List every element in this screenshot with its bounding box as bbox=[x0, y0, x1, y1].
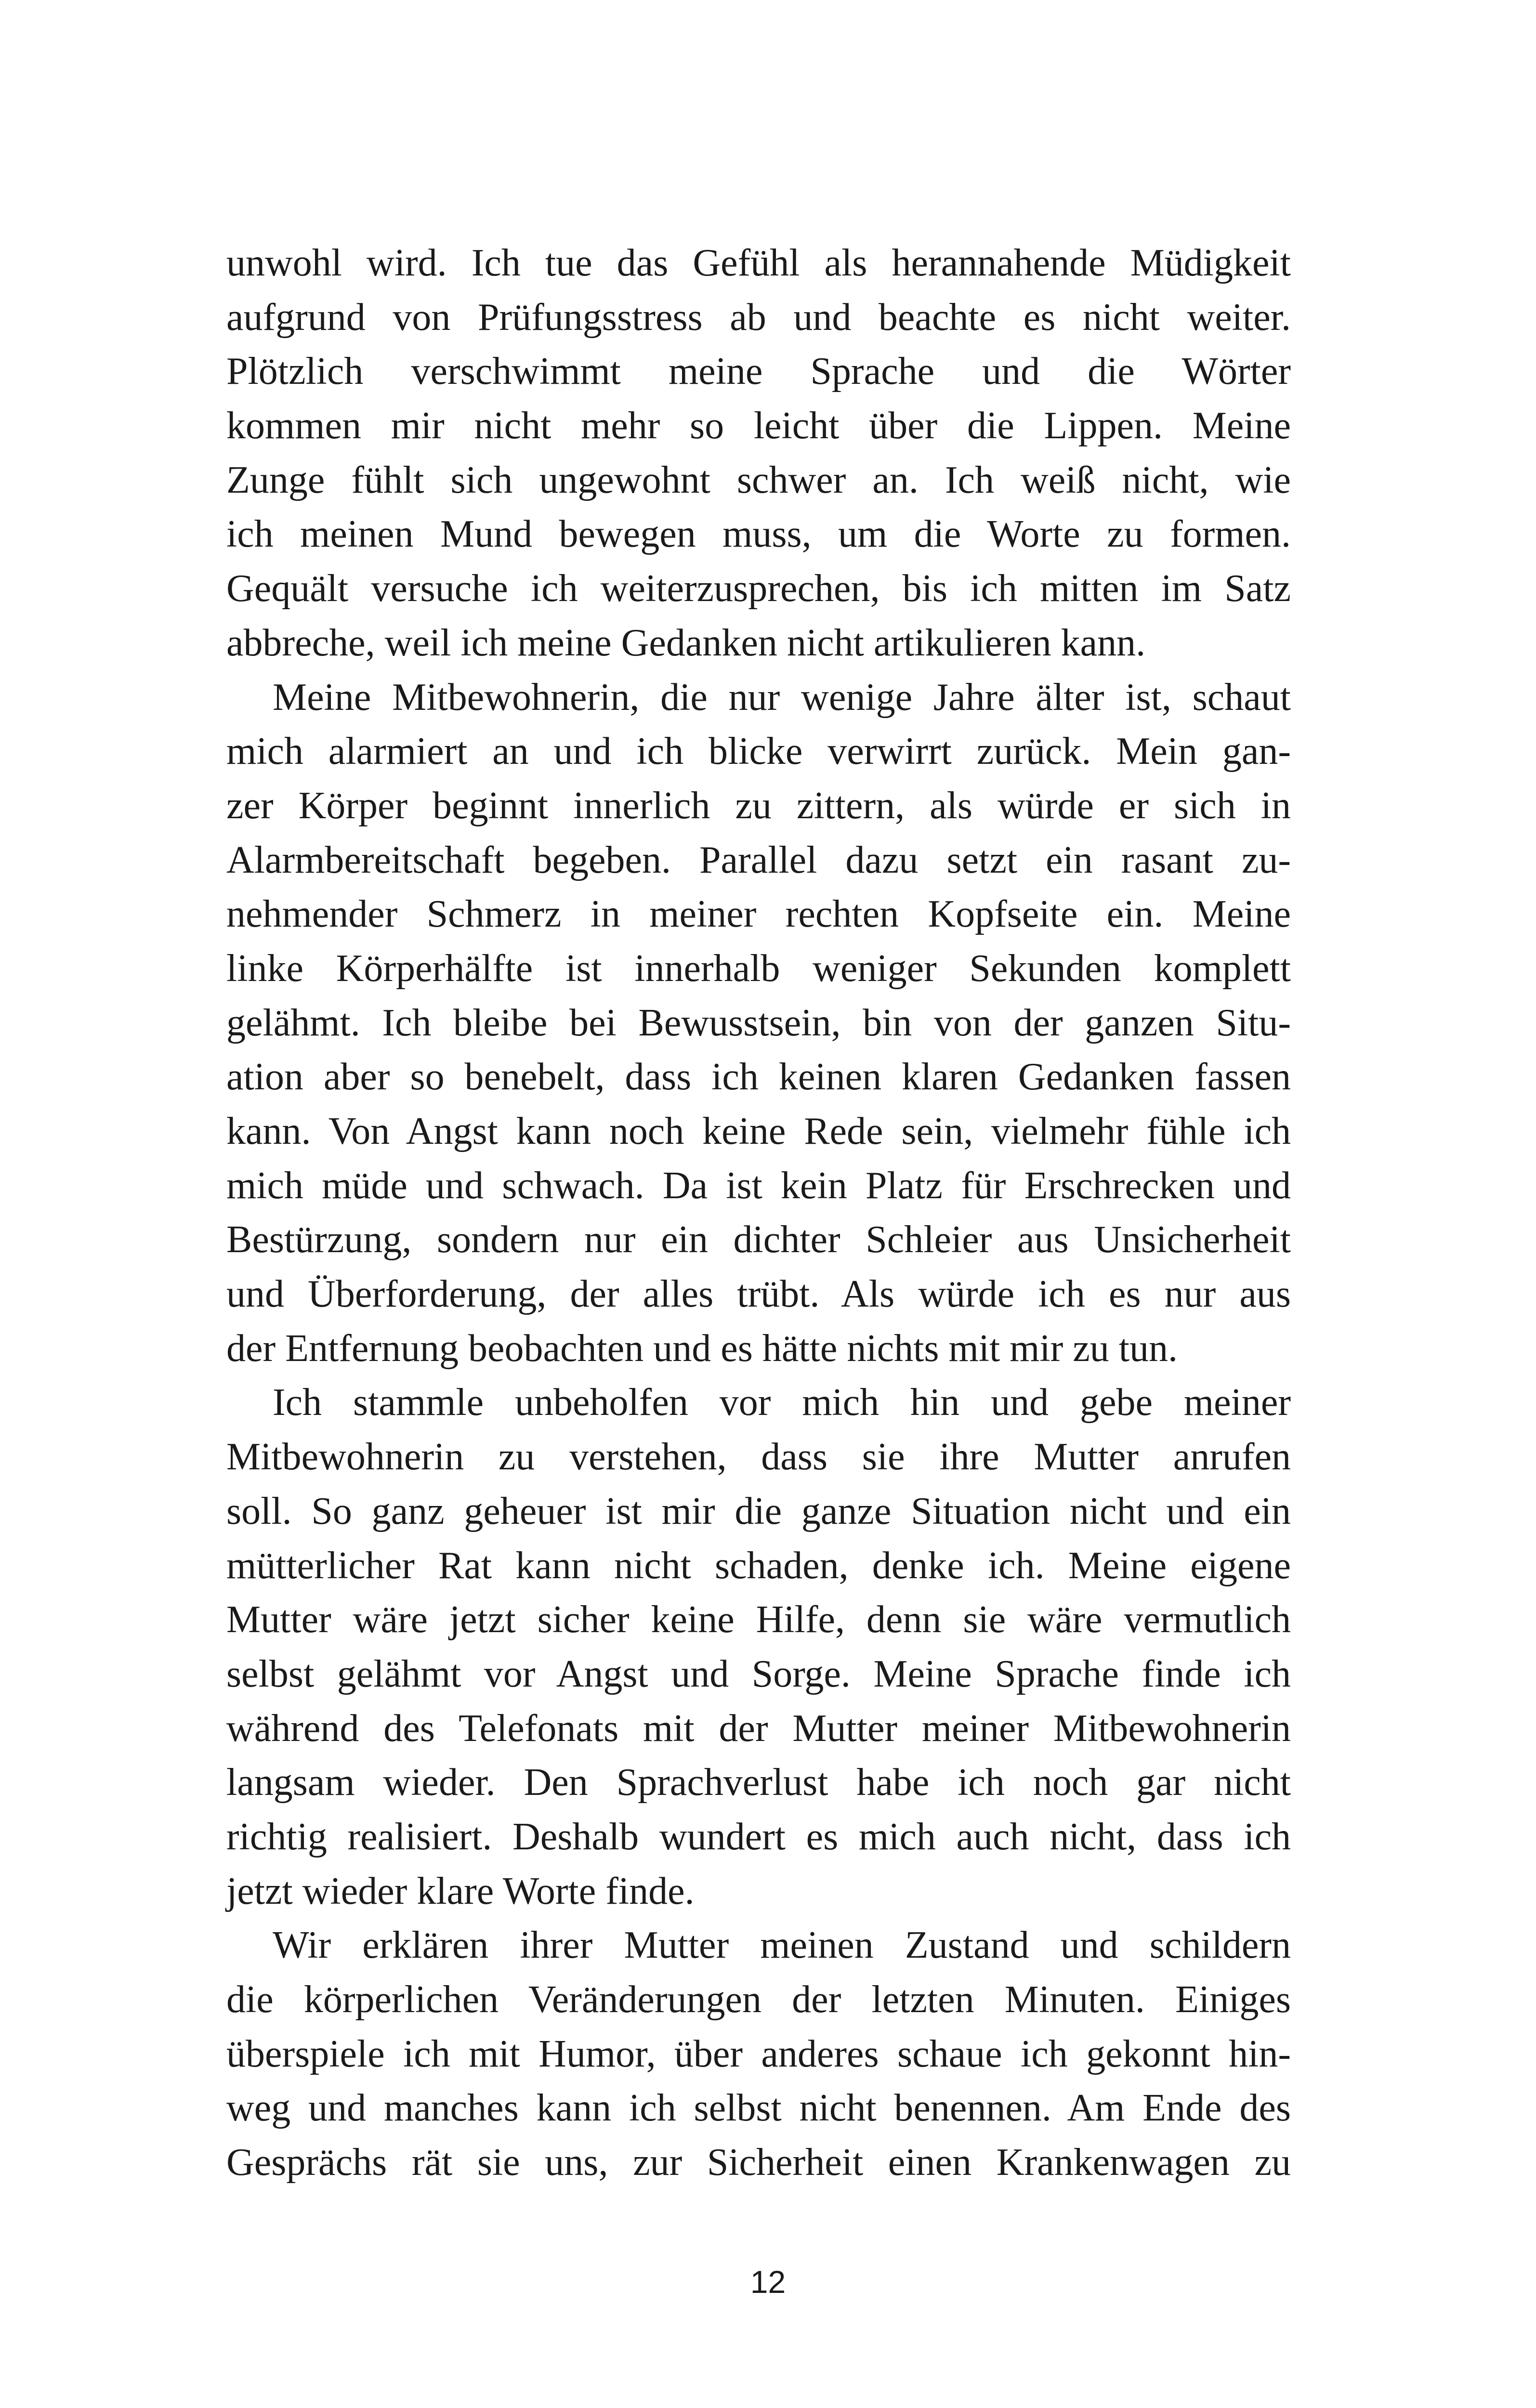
paragraph-1 bbox=[226, 236, 1291, 670]
text-line: Gesprächs rät sie uns, zur Sicherheit einen Krankenwagen zu bbox=[226, 2141, 1291, 2184]
text-line: ation aber so benebelt, dass ich keinen klaren Gedanken fassen bbox=[226, 1056, 1291, 1099]
text-line: richtig realisiert. Deshalb wundert es mich auch nicht, dass ich bbox=[226, 1815, 1291, 1858]
text-line: die körperlichen Veränderungen der letzten Minuten. Einiges bbox=[226, 1978, 1291, 2021]
text-line: aufgrund von Prüfungsstress ab und beachte es nicht weiter. bbox=[226, 296, 1291, 339]
text-line: Bestürzung, sondern nur ein dichter Schleier aus Unsicherheit bbox=[226, 1218, 1291, 1261]
text-line: kann. Von Angst kann noch keine Rede sein, vielmehr fühle ich bbox=[226, 1110, 1291, 1152]
text-line: Meine Mitbewohnerin, die nur wenige Jahre älter ist, schaut bbox=[273, 676, 1291, 719]
text-line: jetzt wieder klare Worte finde. bbox=[226, 1870, 695, 1912]
text-line: weg und manches kann ich selbst nicht benennen. Am Ende des bbox=[226, 2087, 1291, 2130]
text-line: unwohl wird. Ich tue das Gefühl als herannahende Müdigkeit bbox=[226, 242, 1291, 284]
text-line: kommen mir nicht mehr so leicht über die Lippen. Meine bbox=[226, 405, 1291, 447]
text-line: abbreche, weil ich meine Gedanken nicht artikulieren kann. bbox=[226, 621, 1146, 664]
text-line: mütterlicher Rat kann nicht schaden, denke ich. Meine eigene bbox=[226, 1544, 1291, 1587]
text-line: und Überforderung, der alles trübt. Als würde ich es nur aus bbox=[226, 1273, 1291, 1316]
text-line: Alarmbereitschaft begeben. Parallel dazu setzt ein rasant zu- bbox=[226, 838, 1291, 881]
text-line: Wir erklären ihrer Mutter meinen Zustand und schildern bbox=[273, 1924, 1291, 1967]
body-text bbox=[226, 236, 1291, 2190]
page-number: 12 bbox=[750, 2264, 786, 2300]
text-line: mich alarmiert an und ich blicke verwirrt zurück. Mein gan- bbox=[226, 730, 1291, 773]
text-line: Zunge fühlt sich ungewohnt schwer an. Ich weiß nicht, wie bbox=[226, 458, 1291, 501]
paragraph-2 bbox=[226, 670, 1291, 1376]
text-line: Mutter wäre jetzt sicher keine Hilfe, denn sie wäre vermutlich bbox=[226, 1598, 1291, 1641]
text-line: während des Telefonats mit der Mutter meiner Mitbewohnerin bbox=[226, 1707, 1291, 1750]
text-line: Gequält versuche ich weiterzusprechen, bis ich mitten im Satz bbox=[226, 567, 1291, 610]
text-line: gelähmt. Ich bleibe bei Bewusstsein, bin von der ganzen Situ- bbox=[226, 1001, 1291, 1044]
text-line: überspiele ich mit Humor, über anderes schaue ich gekonnt hin- bbox=[226, 2032, 1291, 2075]
text-line: soll. So ganz geheuer ist mir die ganze Situation nicht und ein bbox=[226, 1490, 1291, 1532]
text-line: ich meinen Mund bewegen muss, um die Worte zu formen. bbox=[226, 513, 1291, 556]
text-line: Mitbewohnerin zu verstehen, dass sie ihre Mutter anrufen bbox=[226, 1436, 1291, 1479]
text-line: mich müde und schwach. Da ist kein Platz für Erschrecken und bbox=[226, 1164, 1291, 1207]
text-line: der Entfernung beobachten und es hätte nichts mit mir zu tun. bbox=[226, 1327, 1178, 1370]
paragraph-4 bbox=[226, 1918, 1291, 2189]
text-line: linke Körperhälfte ist innerhalb weniger Sekunden komplett bbox=[226, 947, 1291, 990]
text-line: langsam wieder. Den Sprachverlust habe ich noch gar nicht bbox=[226, 1761, 1291, 1804]
text-line: Ich stammle unbeholfen vor mich hin und gebe meiner bbox=[273, 1381, 1291, 1424]
paragraph-3 bbox=[226, 1375, 1291, 1918]
text-line: Plötzlich verschwimmt meine Sprache und die Wörter bbox=[226, 350, 1291, 393]
text-line: nehmender Schmerz in meiner rechten Kopfseite ein. Meine bbox=[226, 893, 1291, 936]
text-line: selbst gelähmt vor Angst und Sorge. Meine Sprache finde ich bbox=[226, 1652, 1291, 1695]
text-line: zer Körper beginnt innerlich zu zittern, als würde er sich in bbox=[226, 784, 1291, 827]
